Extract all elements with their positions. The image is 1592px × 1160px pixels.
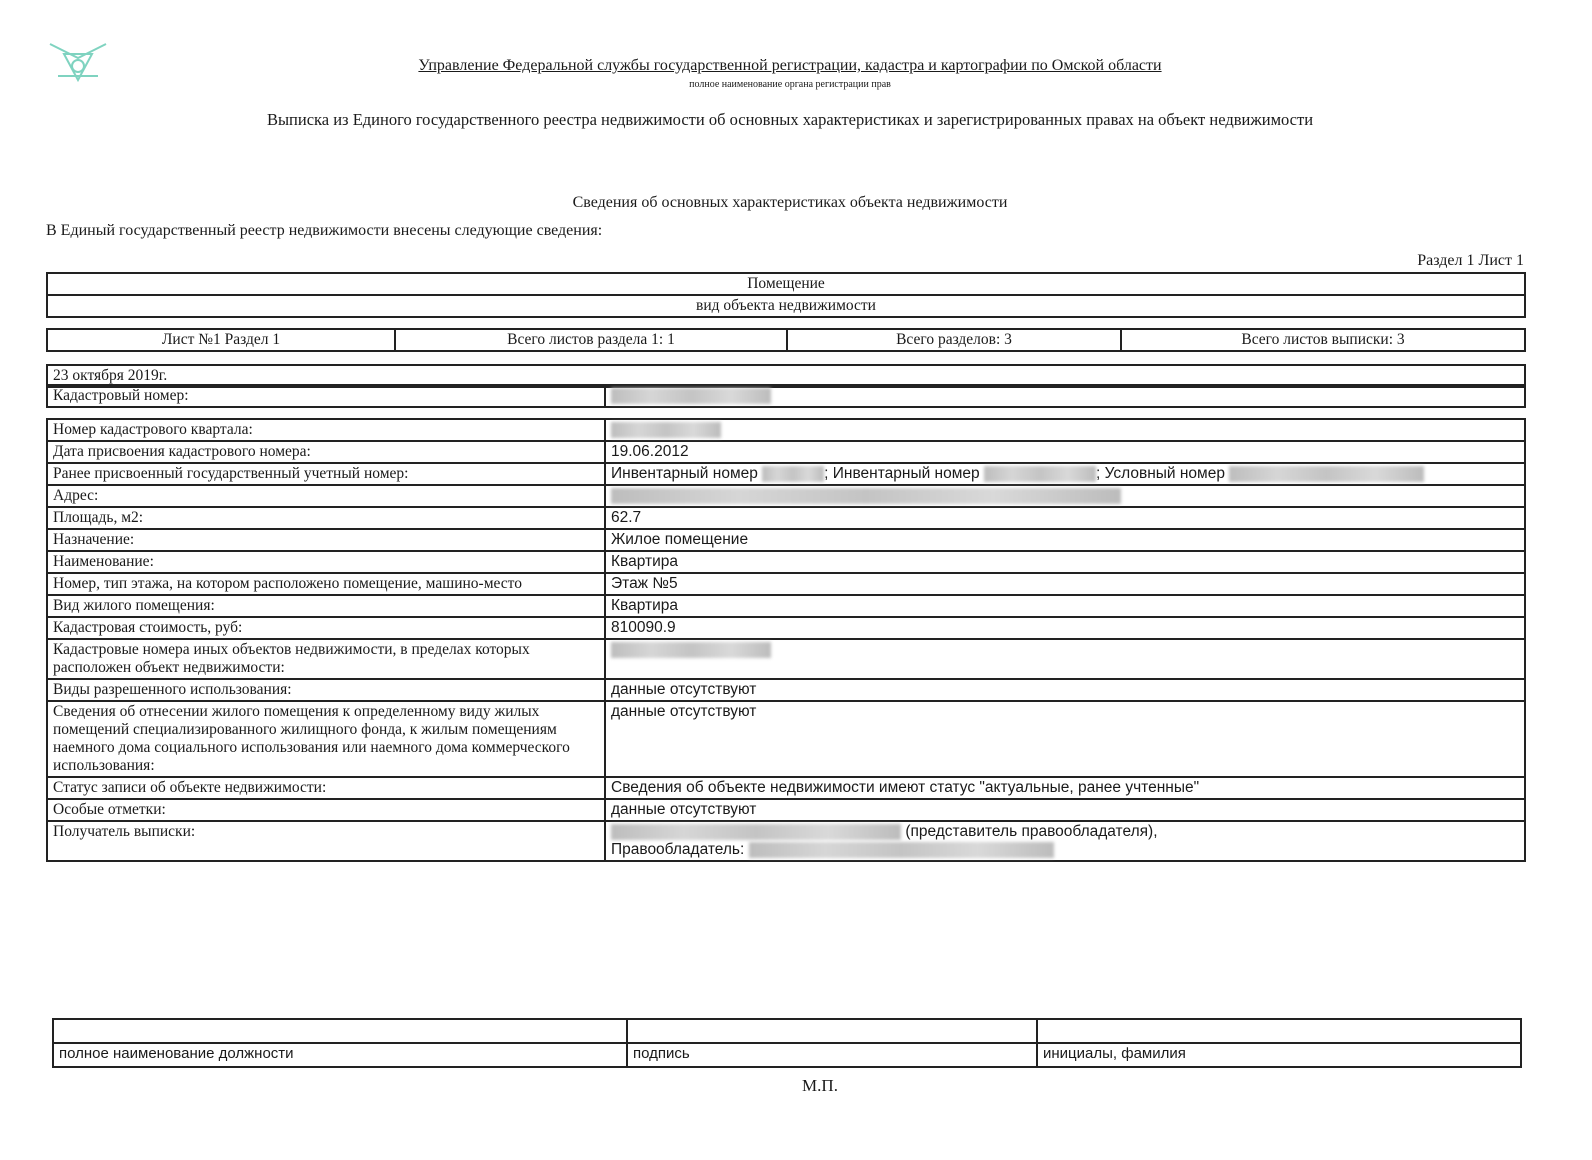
- table-row: [47, 441, 1525, 463]
- extract-date: 23 октября 2019г.: [47, 365, 1525, 387]
- row-label: Сведения об отнесении жилого помещения к определенному виду жилых помещений специализированного жилищного фонда, к жилым помещениям наемного дома социального использования или наемного дома коммерческого использования:: [47, 701, 605, 777]
- redacted-value: [611, 488, 1121, 504]
- row-value: данные отсутствуют: [605, 701, 1525, 777]
- section-ref: Раздел 1 Лист 1: [1417, 252, 1524, 269]
- cadastral-table: [46, 384, 1526, 408]
- sheets-in-section: Всего листов раздела 1: 1: [395, 329, 787, 351]
- inventory-number-label: Инвентарный номер: [611, 465, 758, 482]
- table-row: [47, 529, 1525, 551]
- table-row: [47, 701, 1525, 777]
- row-label: Особые отметки:: [47, 799, 605, 821]
- row-value: 19.06.2012: [605, 441, 1525, 463]
- table-row: [47, 573, 1525, 595]
- table-row: [47, 821, 1525, 861]
- table-row: [47, 679, 1525, 701]
- row-value: 62.7: [605, 507, 1525, 529]
- table-row: [47, 595, 1525, 617]
- row-value: Сведения об объекте недвижимости имеют статус "актуальные, ранее учтенные": [605, 777, 1525, 799]
- table-row: [47, 639, 1525, 679]
- document-title: Выписка из Единого государственного реестра недвижимости об основных характеристиках и зарегистрированных правах на объект недвижимости: [266, 110, 1314, 129]
- row-value: [605, 485, 1525, 507]
- table-row: [47, 617, 1525, 639]
- redacted-value: [611, 388, 771, 404]
- row-label: Номер кадастрового квартала:: [47, 419, 605, 441]
- row-value: Квартира: [605, 595, 1525, 617]
- table-row: [47, 419, 1525, 441]
- sections-total: Всего разделов: 3: [787, 329, 1121, 351]
- signature-cell-empty: [53, 1019, 627, 1043]
- row-value: данные отсутствуют: [605, 679, 1525, 701]
- redacted-value: [611, 824, 901, 840]
- row-value: Квартира: [605, 551, 1525, 573]
- table-row: [47, 799, 1525, 821]
- table-row: [47, 551, 1525, 573]
- row-value: данные отсутствуют: [605, 799, 1525, 821]
- redacted-value: [984, 466, 1096, 482]
- redacted-value: [762, 466, 824, 482]
- rights-holder-label: Правообладатель:: [611, 841, 745, 858]
- row-value: [605, 419, 1525, 441]
- conditional-number-label: ; Условный номер: [1095, 465, 1225, 482]
- row-value: Этаж №5: [605, 573, 1525, 595]
- signature-caption: подпись: [627, 1043, 1037, 1067]
- authority-caption: полное наименование органа регистрации прав: [689, 79, 891, 90]
- cadastral-number-label: Кадастровый номер:: [47, 385, 605, 407]
- row-label: Адрес:: [47, 485, 605, 507]
- row-label: Кадастровые номера иных объектов недвижимости, в пределах которых расположен объект недвижимости:: [47, 639, 605, 679]
- rosreestr-emblem-icon: [44, 36, 114, 84]
- row-label: Дата присвоения кадастрового номера:: [47, 441, 605, 463]
- name-caption: инициалы, фамилия: [1037, 1043, 1521, 1067]
- row-value: [605, 821, 1525, 861]
- row-label: Номер, тип этажа, на котором расположено помещение, машино-место: [47, 573, 605, 595]
- sheets-total: Всего листов выписки: 3: [1121, 329, 1525, 351]
- redacted-value: [611, 422, 721, 438]
- row-value: [605, 463, 1525, 485]
- inventory-number-label-2: ; Инвентарный номер: [824, 465, 980, 482]
- signature-table: [52, 1018, 1522, 1068]
- redacted-value: [611, 642, 771, 658]
- row-value: Жилое помещение: [605, 529, 1525, 551]
- sheet-info-table: [46, 328, 1526, 352]
- intro-text: В Единый государственный реестр недвижимости внесены следующие сведения:: [46, 222, 603, 239]
- recipient-role: (представитель правообладателя),: [905, 823, 1158, 840]
- characteristics-table: [46, 418, 1526, 862]
- table-row: [47, 485, 1525, 507]
- signature-cell-empty: [1037, 1019, 1521, 1043]
- position-caption: полное наименование должности: [53, 1043, 627, 1067]
- redacted-value: [1229, 466, 1424, 482]
- section-title: Сведения об основных характеристиках объекта недвижимости: [572, 194, 1008, 211]
- row-label: Назначение:: [47, 529, 605, 551]
- row-label: Площадь, м2:: [47, 507, 605, 529]
- table-row: [47, 507, 1525, 529]
- row-label: Ранее присвоенный государственный учетный номер:: [47, 463, 605, 485]
- object-type-table: [46, 272, 1526, 318]
- row-label: Виды разрешенного использования:: [47, 679, 605, 701]
- row-label: Статус записи об объекте недвижимости:: [47, 777, 605, 799]
- row-label: Наименование:: [47, 551, 605, 573]
- table-row: [47, 777, 1525, 799]
- row-value: 810090.9: [605, 617, 1525, 639]
- sheet-number: Лист №1 Раздел 1: [47, 329, 395, 351]
- row-label: Вид жилого помещения:: [47, 595, 605, 617]
- authority-name: Управление Федеральной службы государственной регистрации, кадастра и картографии по Омской области: [418, 57, 1162, 74]
- object-type: Помещение: [47, 273, 1525, 295]
- row-label: Кадастровая стоимость, руб:: [47, 617, 605, 639]
- signature-cell-empty: [627, 1019, 1037, 1043]
- row-label: Получатель выписки:: [47, 821, 605, 861]
- row-value: [605, 639, 1525, 679]
- stamp-place: М.П.: [802, 1076, 838, 1095]
- cadastral-number-value: [605, 385, 1525, 407]
- object-type-caption: вид объекта недвижимости: [47, 295, 1525, 317]
- table-row: [47, 463, 1525, 485]
- redacted-value: [749, 842, 1054, 858]
